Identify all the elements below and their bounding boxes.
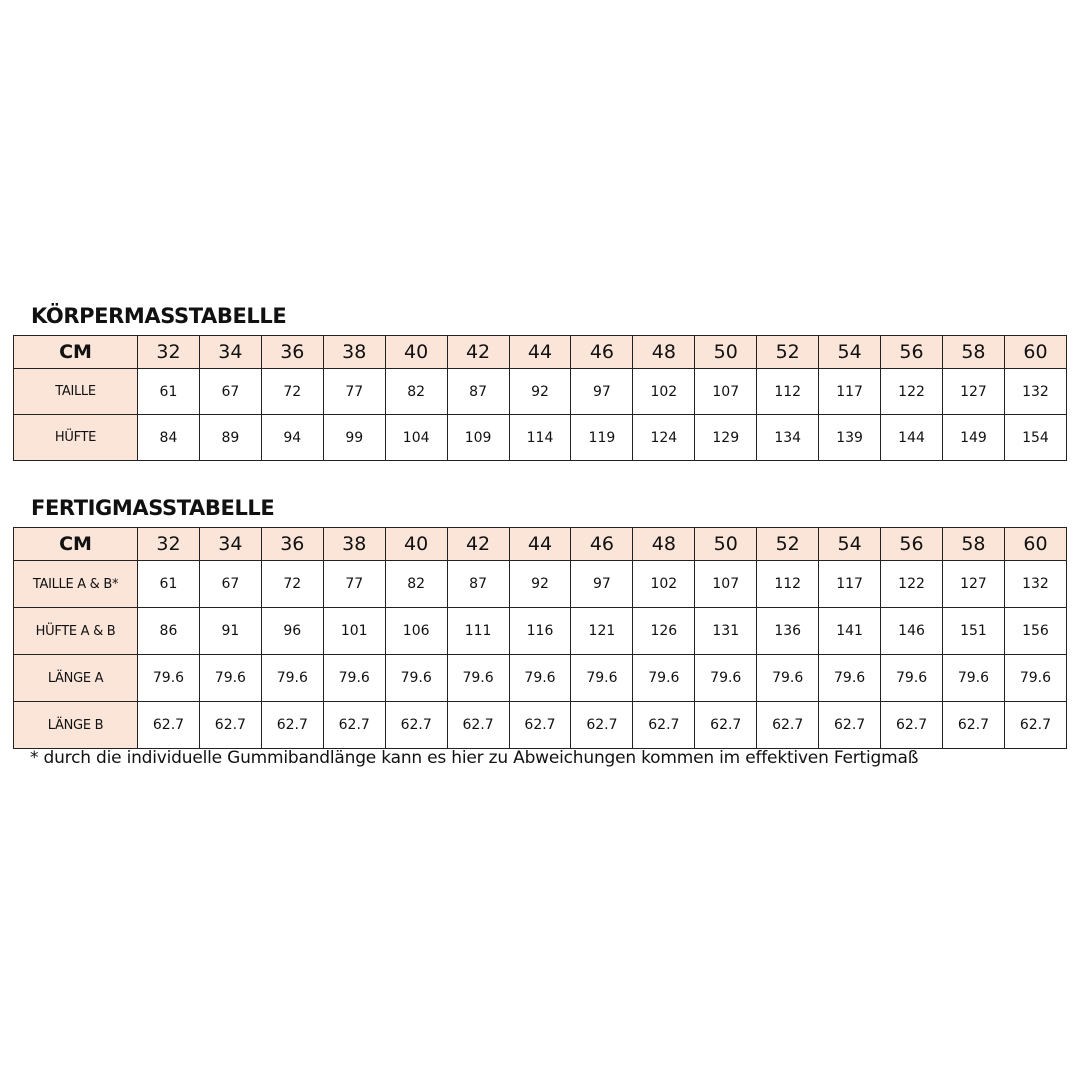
table-cell: 119 bbox=[571, 415, 633, 461]
table-cell: 126 bbox=[633, 608, 695, 655]
row-label: TAILLE bbox=[14, 369, 138, 415]
table-cell: 62.7 bbox=[695, 702, 757, 749]
table-cell: 99 bbox=[323, 415, 385, 461]
table-cell: 77 bbox=[323, 369, 385, 415]
table-cell: 62.7 bbox=[571, 702, 633, 749]
size-header: 38 bbox=[323, 336, 385, 369]
size-header: 42 bbox=[447, 336, 509, 369]
table-cell: 79.6 bbox=[323, 655, 385, 702]
table-cell: 154 bbox=[1004, 415, 1066, 461]
size-header: 58 bbox=[942, 336, 1004, 369]
table-cell: 144 bbox=[881, 415, 943, 461]
table-cell: 87 bbox=[447, 561, 509, 608]
table-cell: 82 bbox=[385, 561, 447, 608]
table-cell: 107 bbox=[695, 561, 757, 608]
table-cell: 121 bbox=[571, 608, 633, 655]
size-header: 42 bbox=[447, 528, 509, 561]
table-cell: 61 bbox=[138, 561, 200, 608]
size-header: 54 bbox=[819, 336, 881, 369]
table-cell: 79.6 bbox=[819, 655, 881, 702]
fertigmass-table bbox=[13, 527, 1067, 749]
table-row bbox=[14, 369, 1067, 415]
header-row bbox=[14, 336, 1067, 369]
table-cell: 106 bbox=[385, 608, 447, 655]
table-cell: 129 bbox=[695, 415, 757, 461]
table-cell: 141 bbox=[819, 608, 881, 655]
table-cell: 96 bbox=[261, 608, 323, 655]
header-row bbox=[14, 528, 1067, 561]
table-cell: 132 bbox=[1004, 561, 1066, 608]
size-header: 48 bbox=[633, 336, 695, 369]
table-cell: 62.7 bbox=[881, 702, 943, 749]
table-row bbox=[14, 608, 1067, 655]
table-row bbox=[14, 415, 1067, 461]
table-cell: 112 bbox=[757, 561, 819, 608]
table-cell: 149 bbox=[942, 415, 1004, 461]
size-header: 40 bbox=[385, 528, 447, 561]
table-row bbox=[14, 655, 1067, 702]
table-cell: 62.7 bbox=[757, 702, 819, 749]
table-cell: 62.7 bbox=[942, 702, 1004, 749]
table-cell: 61 bbox=[138, 369, 200, 415]
table-cell: 79.6 bbox=[633, 655, 695, 702]
koerpermass-table bbox=[13, 335, 1067, 461]
size-header: 50 bbox=[695, 528, 757, 561]
table-cell: 62.7 bbox=[199, 702, 261, 749]
table-cell: 127 bbox=[942, 561, 1004, 608]
table-cell: 79.6 bbox=[757, 655, 819, 702]
size-header: 36 bbox=[261, 336, 323, 369]
size-header: 44 bbox=[509, 336, 571, 369]
table-cell: 112 bbox=[757, 369, 819, 415]
table-cell: 114 bbox=[509, 415, 571, 461]
table-cell: 91 bbox=[199, 608, 261, 655]
table-cell: 86 bbox=[138, 608, 200, 655]
size-header: 48 bbox=[633, 528, 695, 561]
table-cell: 62.7 bbox=[138, 702, 200, 749]
table-cell: 124 bbox=[633, 415, 695, 461]
table-cell: 122 bbox=[881, 369, 943, 415]
size-header: 32 bbox=[138, 528, 200, 561]
fertigmass-title: FERTIGMASSTABELLE bbox=[31, 496, 275, 520]
table-cell: 132 bbox=[1004, 369, 1066, 415]
table-cell: 122 bbox=[881, 561, 943, 608]
table-cell: 79.6 bbox=[1004, 655, 1066, 702]
table-cell: 62.7 bbox=[385, 702, 447, 749]
table-cell: 94 bbox=[261, 415, 323, 461]
table-cell: 139 bbox=[819, 415, 881, 461]
table-cell: 62.7 bbox=[633, 702, 695, 749]
size-header: 40 bbox=[385, 336, 447, 369]
table-cell: 62.7 bbox=[447, 702, 509, 749]
size-header: 36 bbox=[261, 528, 323, 561]
size-header: 56 bbox=[881, 336, 943, 369]
table-cell: 87 bbox=[447, 369, 509, 415]
table-cell: 111 bbox=[447, 608, 509, 655]
table-cell: 131 bbox=[695, 608, 757, 655]
table-cell: 136 bbox=[757, 608, 819, 655]
table-row bbox=[14, 561, 1067, 608]
unit-header: CM bbox=[14, 528, 138, 561]
table-row bbox=[14, 702, 1067, 749]
table-cell: 79.6 bbox=[199, 655, 261, 702]
table-cell: 156 bbox=[1004, 608, 1066, 655]
table-cell: 67 bbox=[199, 369, 261, 415]
table-cell: 79.6 bbox=[447, 655, 509, 702]
row-label: TAILLE A & B* bbox=[14, 561, 138, 608]
table-cell: 79.6 bbox=[942, 655, 1004, 702]
table-cell: 146 bbox=[881, 608, 943, 655]
table-cell: 104 bbox=[385, 415, 447, 461]
table-cell: 109 bbox=[447, 415, 509, 461]
row-label: HÜFTE A & B bbox=[14, 608, 138, 655]
table-cell: 117 bbox=[819, 561, 881, 608]
size-header: 54 bbox=[819, 528, 881, 561]
table-cell: 97 bbox=[571, 369, 633, 415]
table-cell: 79.6 bbox=[881, 655, 943, 702]
table-cell: 92 bbox=[509, 561, 571, 608]
row-label: LÄNGE B bbox=[14, 702, 138, 749]
table-cell: 79.6 bbox=[571, 655, 633, 702]
footnote: * durch die individuelle Gummibandlänge kann es hier zu Abweichungen kommen im effektiven Fertigmaß bbox=[30, 748, 919, 768]
table-cell: 101 bbox=[323, 608, 385, 655]
table-cell: 89 bbox=[199, 415, 261, 461]
table-cell: 79.6 bbox=[138, 655, 200, 702]
table-cell: 62.7 bbox=[509, 702, 571, 749]
table-cell: 84 bbox=[138, 415, 200, 461]
size-header: 56 bbox=[881, 528, 943, 561]
table-cell: 62.7 bbox=[323, 702, 385, 749]
table-cell: 62.7 bbox=[1004, 702, 1066, 749]
table-cell: 72 bbox=[261, 561, 323, 608]
row-label: LÄNGE A bbox=[14, 655, 138, 702]
size-header: 46 bbox=[571, 528, 633, 561]
size-header: 52 bbox=[757, 528, 819, 561]
table-cell: 62.7 bbox=[819, 702, 881, 749]
size-header: 60 bbox=[1004, 336, 1066, 369]
unit-header: CM bbox=[14, 336, 138, 369]
size-header: 50 bbox=[695, 336, 757, 369]
table-cell: 77 bbox=[323, 561, 385, 608]
size-header: 34 bbox=[199, 336, 261, 369]
row-label: HÜFTE bbox=[14, 415, 138, 461]
table-cell: 72 bbox=[261, 369, 323, 415]
table-cell: 92 bbox=[509, 369, 571, 415]
size-header: 34 bbox=[199, 528, 261, 561]
table-cell: 79.6 bbox=[261, 655, 323, 702]
size-header: 52 bbox=[757, 336, 819, 369]
table-cell: 97 bbox=[571, 561, 633, 608]
table-cell: 79.6 bbox=[695, 655, 757, 702]
table-cell: 117 bbox=[819, 369, 881, 415]
table-cell: 102 bbox=[633, 369, 695, 415]
size-header: 44 bbox=[509, 528, 571, 561]
koerpermass-title: KÖRPERMASSTABELLE bbox=[31, 304, 287, 328]
size-header: 32 bbox=[138, 336, 200, 369]
table-cell: 79.6 bbox=[509, 655, 571, 702]
table-cell: 79.6 bbox=[385, 655, 447, 702]
table-cell: 62.7 bbox=[261, 702, 323, 749]
table-cell: 107 bbox=[695, 369, 757, 415]
table-cell: 102 bbox=[633, 561, 695, 608]
size-header: 58 bbox=[942, 528, 1004, 561]
size-header: 46 bbox=[571, 336, 633, 369]
table-cell: 67 bbox=[199, 561, 261, 608]
table-cell: 82 bbox=[385, 369, 447, 415]
size-header: 60 bbox=[1004, 528, 1066, 561]
table-cell: 116 bbox=[509, 608, 571, 655]
size-header: 38 bbox=[323, 528, 385, 561]
table-cell: 134 bbox=[757, 415, 819, 461]
table-cell: 127 bbox=[942, 369, 1004, 415]
table-cell: 151 bbox=[942, 608, 1004, 655]
